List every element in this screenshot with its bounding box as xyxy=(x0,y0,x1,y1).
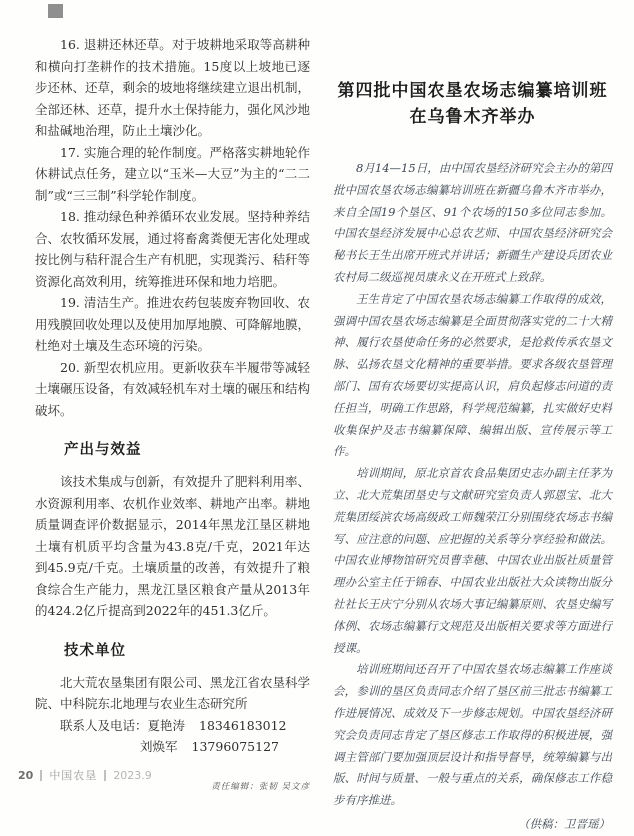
section-heading-tech-units: 技术单位 xyxy=(64,642,126,659)
numbered-item-16: 16. 退耕还林还草。对于坡耕地采取等高耕种和横向打垄耕作的技术措施。15度以上坡地已逐步还林、还草，剩余的坡地将继续建立退出机制，全部还林、还草，提升水土保持能力，强化风沙地和盐碱地治理，防止土壤沙化。 xyxy=(35,37,311,138)
contact-phone-1: 18346183012 xyxy=(199,717,287,733)
article-title xyxy=(333,78,612,130)
article-body xyxy=(333,158,612,836)
article-byline: （供稿：卫晋瑶） xyxy=(518,816,610,831)
footer-magazine-name: 中国农垦 xyxy=(49,769,98,782)
left-column xyxy=(35,34,310,836)
footer-issue: 2023.9 xyxy=(113,768,152,782)
numbered-item-19: 19. 清洁生产。推进农药包装废弃物回收、农用残膜回收处理以及使用加厚地膜、可降解地膜，杜绝对土壤及生态环境的污染。 xyxy=(35,295,311,353)
article-paragraph-3: 培训期间，原北京首农食品集团史志办副主任茅为立、北大荒集团垦史与文献研究室负责人郭恩宝、北大荒集团绥滨农场高级政工师魏荣江分别围绕农场志书编写、应注意的问题、应把握的关系等分享经验和做法。中国农业博物馆研究员曹幸穗、中国农业出版社质量管理办公室主任于锦春、中国农业出版社大众读物出版分社社长王庆宁分别从农场大事记编纂原则、农垦史编写体例、农场志编纂行文规范及出版相关要求等方面进行授课。 xyxy=(333,466,612,655)
contact-line-1 xyxy=(35,715,310,737)
tech-units-paragraph: 北大荒农垦集团有限公司、黑龙江省农垦科学院、中科院东北地理与农业生态研究所 xyxy=(35,674,311,711)
article-paragraph-4: 培训班期间还召开了中国农垦农场志编纂工作座谈会，参训的垦区负责同志介绍了垦区前三批志书编纂工作进展情况、成效及下一步修志规划。中国农垦经济研究会负责同志肯定了垦区修志工作取得的积极进展，强调主管部门要加强顶层设计和指导督导，统筹编纂与出版、时间与质量、一般与重点的关系，确保修志工作稳步有序推进。 xyxy=(333,662,612,808)
page-corner-marker xyxy=(48,4,63,18)
article-title-line2: 在乌鲁木齐举办 xyxy=(409,107,536,127)
output-benefits-paragraph: 该技术集成与创新，有效提升了肥料利用率、水资源利用率、农机作业效率、耕地产出率。耕地质量调查评价数据显示，2014年黑龙江垦区耕地土壤有机质平均含量为43.8克/千克，2021年达到45.9克/千克。土壤质量的改善，有效提升了粮食综合生产能力，黑龙江垦区粮食产量从2013年的424.2亿斤提高到2022年的451.3亿斤。 xyxy=(35,474,311,618)
numbered-item-20: 20. 新型农机应用。更新收获车半履带等减轻土壤碾压设备，有效减轻机车对土壤的碾压和结构破坏。 xyxy=(35,359,311,418)
page-body xyxy=(35,34,612,836)
article-title-line1: 第四批中国农垦农场志编纂培训班 xyxy=(337,81,608,101)
page-footer xyxy=(18,767,152,783)
contact-name-1: 夏艳涛 xyxy=(147,717,186,733)
right-column xyxy=(333,34,612,836)
editor-note: 责任编辑：张韧 吴文彦 xyxy=(211,781,310,792)
contact-name-2: 刘焕军 xyxy=(140,739,178,754)
footer-divider xyxy=(40,770,42,781)
contact-phone-2: 13796075127 xyxy=(191,739,279,754)
footer-divider xyxy=(104,770,106,781)
numbered-item-17: 17. 实施合理的轮作制度。严格落实耕地轮作休耕试点任务，建立以“玉米—大豆”为主的“二二制”或“三三制”科学轮作制度。 xyxy=(35,144,310,203)
footer-page-number: 20 xyxy=(18,768,34,782)
numbered-item-18: 18. 推动绿色种养循环农业发展。坚持种养结合、农牧循环发展，通过将畜禽粪便无害化处理或按比例与秸秆混合生产有机肥，实现粪污、秸秆等资源化高效利用，统筹推进环保和地力培肥。 xyxy=(35,209,311,289)
article-paragraph-1: 8月14—15日，由中国农垦经济研究会主办的第四批中国农垦农场志编纂培训班在新疆乌鲁木齐市举办，来自全国19个垦区、91个农场的150多位同志参加。中国农垦经济发展中心总农艺师、中国农垦经济研究会秘书长王生出席开班式并讲话；新疆生产建设兵团农业农村局二级巡视员康永义在开班式上致辞。 xyxy=(333,161,612,284)
contact-label: 联系人及电话： xyxy=(60,717,148,733)
article-paragraph-2: 王生肯定了中国农垦农场志编纂工作取得的成效，强调中国农垦农场志编纂是全面贯彻落实党的二十大精神、履行农垦使命任务的必然要求，是抢救传承农垦文脉、弘扬农垦文化精神的重要举措。要求各级农垦管理部门、国有农场要切实提高认识，肩负起修志问道的责任担当，明确工作思路，科学规范编纂，扎实做好史料收集保护及志书编纂保障、编辑出版、宣传展示等工作。 xyxy=(333,291,612,459)
contact-line-2 xyxy=(140,736,310,758)
section-heading-output-benefits: 产出与效益 xyxy=(64,442,142,458)
